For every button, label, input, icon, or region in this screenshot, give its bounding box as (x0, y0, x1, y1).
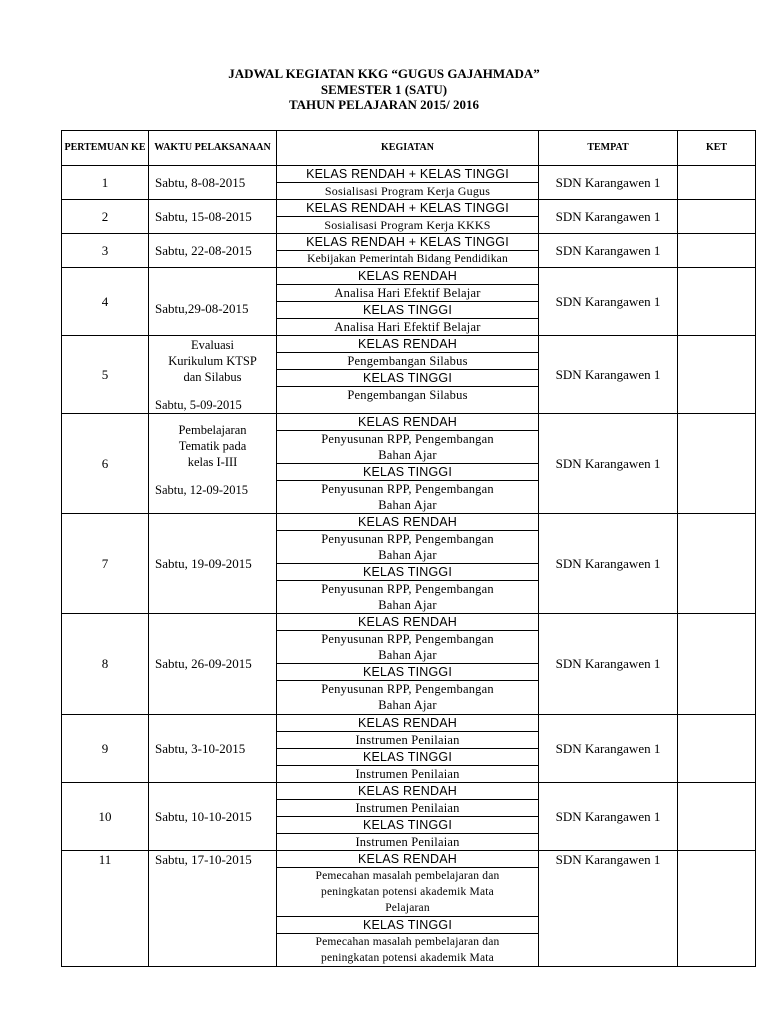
meeting-place: SDN Karangawen 1 (539, 514, 678, 614)
meeting-date: Sabtu, 5-09-2015 (155, 397, 242, 412)
meeting-note (678, 234, 756, 268)
activity-cell (277, 166, 539, 200)
activity-topic: Sosialisasi Program Kerja KKKS (324, 218, 491, 232)
activity-topic: Pemecahan masalah pembelajaran dan peningkatan potensi akademik Mata (315, 936, 500, 964)
meeting-place: SDN Karangawen 1 (539, 851, 678, 967)
document-title: JADWAL KEGIATAN KKG “GUGUS GAJAHMADA” (228, 66, 540, 81)
activity-group: KELAS TINGGI (277, 917, 538, 934)
activity-cell (277, 614, 539, 715)
table-row (62, 336, 756, 414)
meeting-date-cell (149, 336, 277, 414)
meeting-place: SDN Karangawen 1 (539, 715, 678, 783)
document-year: TAHUN PELAJARAN 2015/ 2016 (288, 97, 480, 112)
meeting-date: Sabtu, 22-08-2015 (149, 234, 277, 268)
activity-topic: Sosialisasi Program Kerja Gugus (324, 184, 491, 198)
meeting-number: 9 (62, 715, 149, 783)
activity-group: KELAS TINGGI (277, 564, 538, 581)
activity-topic: Instrumen Penilaian (355, 767, 460, 781)
activity-topic: Pemecahan masalah pembelajaran dan peningkatan potensi akademik Mata Pelajaran (277, 868, 538, 917)
meeting-topic: Pembelajaran Tematik pada kelas I-III (178, 423, 247, 469)
activity-cell (277, 268, 539, 336)
meeting-number: 8 (62, 614, 149, 715)
meeting-place: SDN Karangawen 1 (539, 234, 678, 268)
table-row (62, 514, 756, 614)
meeting-place: SDN Karangawen 1 (539, 614, 678, 715)
document-header (0, 66, 768, 113)
meeting-place: SDN Karangawen 1 (539, 336, 678, 414)
schedule-table (61, 130, 756, 967)
activity-cell (277, 715, 539, 783)
activity-cell (277, 514, 539, 614)
activity-group: KELAS TINGGI (277, 664, 538, 681)
meeting-number: 1 (62, 166, 149, 200)
meeting-date: Sabtu, 19-09-2015 (149, 514, 277, 614)
column-header-meeting: PERTEMUAN KE (62, 131, 149, 166)
meeting-date: Sabtu, 10-10-2015 (149, 783, 277, 851)
activity-group: KELAS TINGGI (277, 817, 538, 834)
meeting-place: SDN Karangawen 1 (539, 200, 678, 234)
activity-topic: Penyusunan RPP, Pengembangan Bahan Ajar (321, 682, 494, 712)
activity-group: KELAS RENDAH (277, 614, 538, 631)
meeting-note (678, 166, 756, 200)
meeting-note (678, 514, 756, 614)
meeting-date: Sabtu, 17-10-2015 (149, 851, 277, 967)
meeting-date: Sabtu, 15-08-2015 (149, 200, 277, 234)
meeting-number: 10 (62, 783, 149, 851)
activity-group: KELAS TINGGI (277, 370, 538, 387)
document-semester: SEMESTER 1 (SATU) (320, 81, 448, 97)
meeting-place: SDN Karangawen 1 (539, 166, 678, 200)
activity-cell (277, 200, 539, 234)
meeting-date-cell (149, 414, 277, 514)
activity-group: KELAS RENDAH (277, 514, 538, 531)
meeting-note (678, 268, 756, 336)
table-row (62, 166, 756, 200)
meeting-date: Sabtu, 8-08-2015 (149, 166, 277, 200)
meeting-number: 7 (62, 514, 149, 614)
table-row (62, 614, 756, 715)
activity-cell (277, 851, 539, 967)
activity-group: KELAS TINGGI (277, 302, 538, 319)
activity-topic: Penyusunan RPP, Pengembangan Bahan Ajar (277, 531, 538, 564)
meeting-place: SDN Karangawen 1 (539, 414, 678, 514)
activity-topic: Instrumen Penilaian (277, 732, 538, 749)
activity-topic: Analisa Hari Efektif Belajar (277, 285, 538, 302)
meeting-note (678, 715, 756, 783)
activity-topic: Penyusunan RPP, Pengembangan Bahan Ajar (277, 431, 538, 464)
activity-group: KELAS RENDAH (277, 268, 538, 285)
activity-topic: Penyusunan RPP, Pengembangan Bahan Ajar (277, 631, 538, 664)
meeting-note (678, 851, 756, 967)
meeting-note (678, 200, 756, 234)
meeting-note (678, 614, 756, 715)
meeting-number: 2 (62, 200, 149, 234)
activity-group: KELAS TINGGI (277, 464, 538, 481)
activity-group: KELAS RENDAH (277, 414, 538, 431)
column-header-note: KET (678, 131, 756, 166)
activity-topic: Kebijakan Pemerintah Bidang Pendidikan (307, 253, 508, 265)
activity-group: KELAS RENDAH + KELAS TINGGI (277, 200, 538, 217)
meeting-number: 4 (62, 268, 149, 336)
meeting-note (678, 414, 756, 514)
table-row (62, 200, 756, 234)
activity-cell (277, 783, 539, 851)
meeting-number: 6 (62, 414, 149, 514)
meeting-date: Sabtu, 3-10-2015 (149, 715, 277, 783)
table-row (62, 715, 756, 783)
column-header-place: TEMPAT (539, 131, 678, 166)
table-row (62, 414, 756, 514)
meeting-note (678, 783, 756, 851)
meeting-date: Sabtu,29-08-2015 (149, 268, 277, 336)
activity-group: KELAS RENDAH (277, 851, 538, 868)
table-row (62, 234, 756, 268)
activity-topic: Pengembangan Silabus (277, 353, 538, 370)
activity-group: KELAS RENDAH (277, 783, 538, 800)
activity-group: KELAS RENDAH + KELAS TINGGI (277, 166, 538, 183)
activity-topic: Instrumen Penilaian (277, 800, 538, 817)
activity-group: KELAS TINGGI (277, 749, 538, 766)
activity-topic: Analisa Hari Efektif Belajar (334, 320, 481, 334)
meeting-number: 11 (62, 851, 149, 967)
meeting-date: Sabtu, 12-09-2015 (155, 483, 249, 497)
activity-group: KELAS RENDAH (277, 715, 538, 732)
meeting-place: SDN Karangawen 1 (539, 268, 678, 336)
column-header-date: WAKTU PELAKSANAAN (149, 131, 277, 166)
activity-group: KELAS RENDAH (277, 336, 538, 353)
table-header-row (62, 131, 756, 166)
meeting-topic: Evaluasi Kurikulum KTSP dan Silabus (168, 337, 257, 384)
activity-cell (277, 414, 539, 514)
activity-cell (277, 234, 539, 268)
meeting-number: 3 (62, 234, 149, 268)
activity-topic: Penyusunan RPP, Pengembangan Bahan Ajar (321, 482, 494, 512)
meeting-number: 5 (62, 336, 149, 414)
table-row (62, 783, 756, 851)
activity-topic: Penyusunan RPP, Pengembangan Bahan Ajar (321, 582, 494, 612)
meeting-place: SDN Karangawen 1 (539, 783, 678, 851)
activity-group: KELAS RENDAH + KELAS TINGGI (277, 234, 538, 251)
activity-topic: Instrumen Penilaian (355, 835, 460, 849)
table-row (62, 851, 756, 967)
meeting-note (678, 336, 756, 414)
meeting-date: Sabtu, 26-09-2015 (149, 614, 277, 715)
activity-topic: Pengembangan Silabus (347, 388, 468, 402)
table-row (62, 268, 756, 336)
column-header-activity: KEGIATAN (277, 131, 539, 166)
activity-cell (277, 336, 539, 414)
